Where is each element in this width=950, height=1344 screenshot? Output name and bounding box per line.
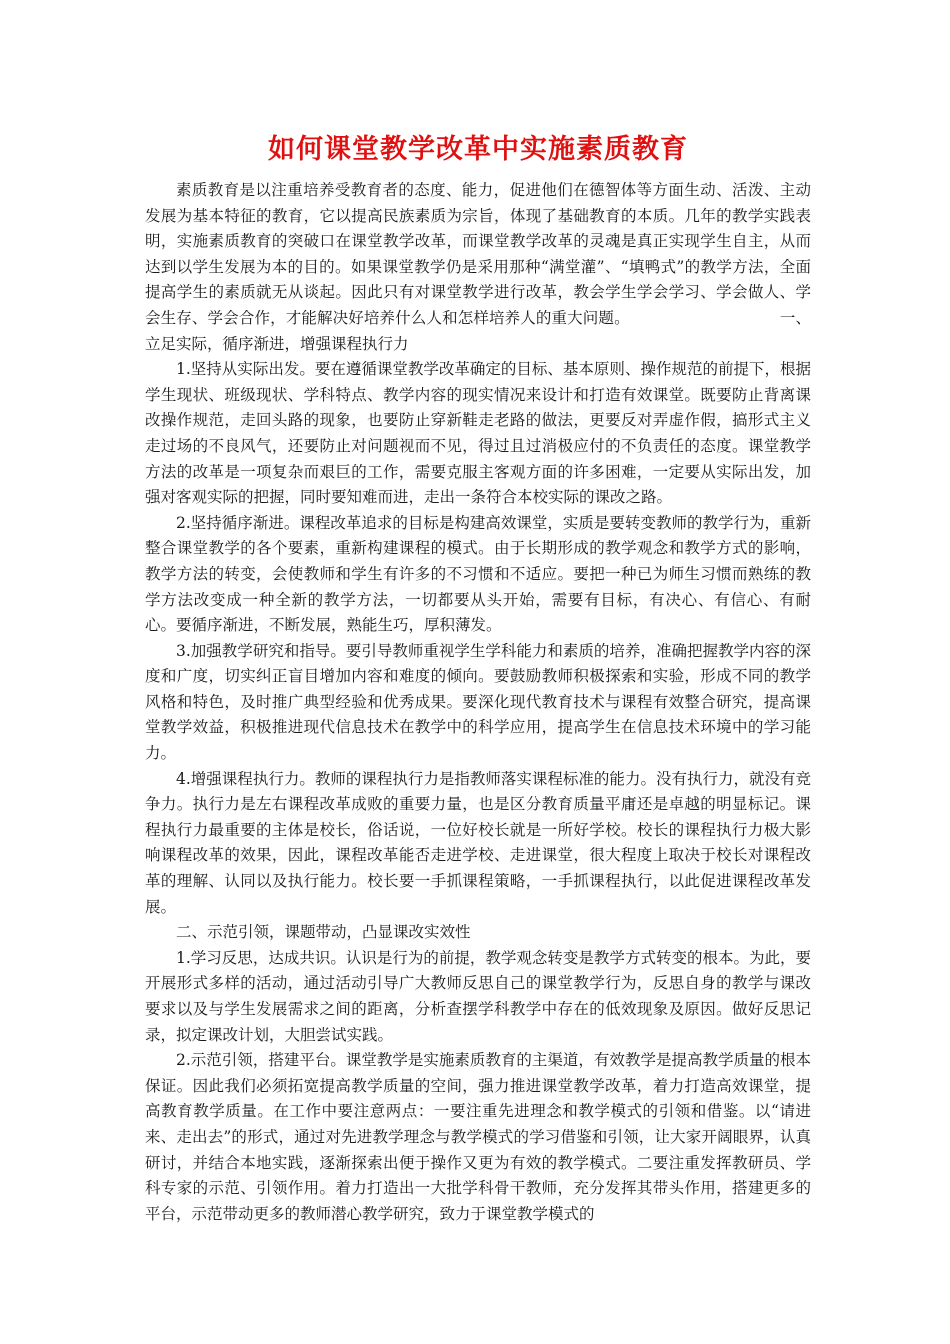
section2-item-1: 1.学习反思，达成共识。认识是行为的前提，教学观念转变是教学方式转变的根本。为此，要开展形式多样的活动，通过活动引导广大教师反思自己的课堂教学行为，反思自身的教学与课改要求以及与学生发展需求之间的距离，分析查摆学科教学中存在的低效现象及原因。做好反思记录，拟定课改计划，大胆尝试实践。 [145, 948, 811, 1044]
section1-item-4: 4.增强课程执行力。教师的课程执行力是指教师落实课程标准的能力。没有执行力，就没有竞争力。执行力是左右课程改革成败的重要力量，也是区分教育质量平庸还是卓越的明显标记。课程执行力最重要的主体是校长，俗话说，一位好校长就是一所好学校。校长的课程执行力极大影响课程改革的效果，因此，课程改革能否走进学校、走进课堂，很大程度上取决于校长对课程改革的理解、认同以及执行能力。校长要一手抓课程策略，一手抓课程执行，以此促进课程改革发展。 [145, 769, 811, 916]
section1-item-1: 1.坚持从实际出发。要在遵循课堂教学改革确定的目标、基本原则、操作规范的前提下，根据学生现状、班级现状、学科特点、教学内容的现实情况来设计和打造有效课堂。既要防止背离课改操作规范，走回头路的现象，也要防止穿新鞋走老路的做法，更要反对弄虚作假，搞形式主义走过场的不良风气，还要防止对问题视而不见，得过且过消极应付的不负责任的态度。课堂教学方法的改革是一项复杂而艰巨的工作，需要克服主客观方面的许多困难，一定要从实际出发，加强对客观实际的把握，同时要知难而进，走出一条符合本校实际的课改之路。 [145, 360, 811, 507]
intro-text: 素质教育是以注重培养受教育者的态度、能力，促进他们在德智体等方面生动、活泼、主动发展为基本特征的教育，它以提高民族素质为宗旨，体现了基础教育的本质。几年的教学实践表明，实施素质教育的突破口在课堂教学改革，而课堂教学改革的灵魂是真正实现学生自主，从而达到以学生发展为本的目的。如果课堂教学仍是采用那种“满堂灌”、“填鸭式”的教学方法，全面提高学生的素质就无从谈起。因此只有对课堂教学进行改革，教会学生学会学习、学会做人、学会生存、学会合作，才能解决好培养什么人和怎样培养人的重大问题。 [145, 181, 811, 327]
section2-item-2: 2.示范引领，搭建平台。课堂教学是实施素质教育的主渠道，有效教学是提高教学质量的根本保证。因此我们必须拓宽提高教学质量的空间，强力推进课堂教学改革，着力打造高效课堂，提高教育教学质量。在工作中要注意两点：一要注重先进理念和教学模式的引领和借鉴。以“请进来、走出去”的形式，通过对先进教学理念与教学模式的学习借鉴和引领，让大家开阔眼界，认真研讨，并结合本地实践，逐渐探索出便于操作又更为有效的教学模式。二要注重发挥教研员、学科专家的示范、引领作用。着力打造出一大批学科骨干教师，充分发挥其带头作用，搭建更多的平台，示范带动更多的教师潜心教学研究，致力于课堂教学模式的 [145, 1051, 811, 1223]
intro-paragraph [145, 178, 811, 357]
section1-item-3: 3.加强教学研究和指导。要引导教师重视学生学科能力和素质的培养，准确把握教学内容的深度和广度，切实纠正盲目增加内容和难度的倾向。要鼓励教师积极探索和实验，形成不同的教学风格和特色，及时推广典型经验和优秀成果。要深化现代教育技术与课程有效整合研究，提高课堂教学效益，积极推进现代信息技术在教学中的科学应用，提高学生在信息技术环境中的学习能力。 [145, 641, 811, 763]
section1-heading: 一、立足实际，循序渐进，增强课程执行力 [145, 308, 811, 353]
section1-item-2: 2.坚持循序渐进。课程改革追求的目标是构建高效课堂，实质是要转变教师的教学行为，重新整合课堂教学的各个要素，重新构建课程的模式。由于长期形成的教学观念和教学方式的影响，教学方法的转变，会使教师和学生有许多的不习惯和不适应。要把一种已为师生习惯而熟练的教学方法改变成一种全新的教学方法，一切都要从头开始，需要有目标，有决心、有信心、有耐心。要循序渐进，不断发展，熟能生巧，厚积薄发。 [145, 513, 811, 635]
section2-heading: 二、示范引领，课题带动，凸显课改实效性 [176, 923, 471, 942]
document-page [145, 130, 811, 1227]
document-title: 如何课堂教学改革中实施素质教育 [268, 134, 688, 165]
